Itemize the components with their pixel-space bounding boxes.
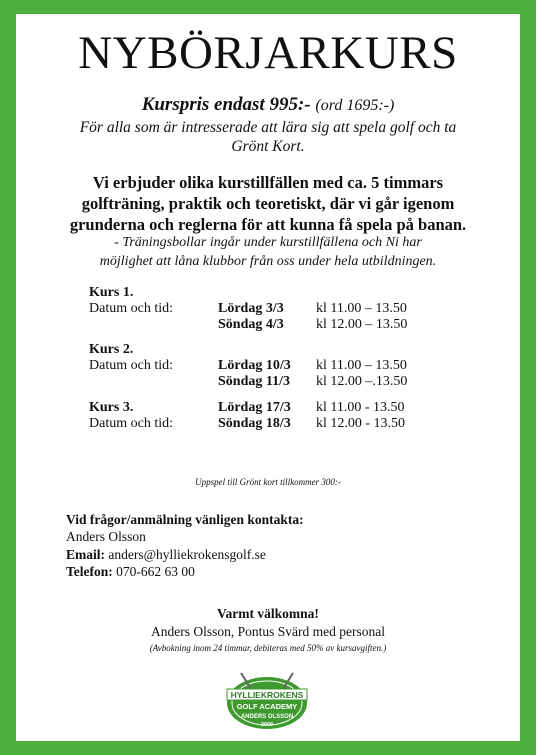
contact-phone-row bbox=[66, 563, 195, 580]
course-time: kl 11.00 – 13.50 bbox=[316, 358, 407, 373]
course-name: Kurs 3. bbox=[89, 400, 134, 415]
course-time: kl 12.00 – 13.50 bbox=[316, 317, 408, 332]
course-name: Kurs 2. bbox=[89, 342, 134, 357]
uppspel-note: Uppspel till Grönt kort tillkommer 300:- bbox=[195, 477, 341, 487]
intro-line: För alla som är intresserade att lära sig att spela golf och ta bbox=[79, 119, 457, 136]
flyer-page bbox=[16, 14, 520, 741]
logo-line2: GOLF ACADEMY bbox=[236, 702, 298, 711]
note-line: - Träningsbollar ingår under kurstillfällena och Ni har bbox=[114, 235, 422, 250]
contact-heading: Vid frågor/anmälning vänligen kontakta: bbox=[66, 512, 304, 527]
contact-name: Anders Olsson bbox=[66, 529, 146, 544]
course-label: Datum och tid: bbox=[89, 416, 173, 431]
course-time: kl 12.00 –.13.50 bbox=[316, 374, 408, 389]
logo-year: 2009 bbox=[260, 722, 274, 728]
offer-line: grunderna och reglerna för att kunna få spela på banan. bbox=[69, 215, 467, 234]
intro-text bbox=[16, 118, 520, 156]
cancel-note: (Avbokning inom 24 timmar, debiteras med 50% av kursavgiften.) bbox=[149, 643, 387, 653]
course-time: kl 11.00 – 13.50 bbox=[316, 301, 407, 316]
price-original: (ord 1695:-) bbox=[315, 97, 395, 114]
course-day: Söndag 18/3 bbox=[218, 416, 291, 431]
academy-logo bbox=[221, 669, 313, 731]
course-day: Söndag 4/3 bbox=[218, 317, 284, 332]
course-day: Lördag 3/3 bbox=[218, 301, 284, 316]
intro-line: Grönt Kort. bbox=[231, 138, 305, 155]
course-label: Datum och tid: bbox=[89, 358, 173, 373]
offer-text bbox=[16, 172, 520, 235]
logo-graphic bbox=[221, 669, 313, 731]
course-time: kl 11.00 - 13.50 bbox=[316, 400, 405, 415]
price-line bbox=[16, 94, 520, 116]
price-main: Kurspris endast 995:- bbox=[141, 94, 311, 115]
course-time: kl 12.00 - 13.50 bbox=[316, 416, 406, 431]
contact-email[interactable]: anders@hylliekrokensgolf.se bbox=[108, 547, 266, 562]
course-day: Söndag 11/3 bbox=[218, 374, 290, 389]
offer-line: golfträning, praktik och teoretiskt, där vi går igenom bbox=[81, 194, 455, 213]
logo-line1: HYLLIEKROKENS bbox=[230, 690, 304, 700]
staff-text: Anders Olsson, Pontus Svärd med personal bbox=[151, 624, 385, 639]
course-name: Kurs 1. bbox=[89, 285, 134, 300]
course-day: Lördag 17/3 bbox=[218, 400, 291, 415]
offer-line: Vi erbjuder olika kurstillfällen med ca. 5 timmars bbox=[92, 173, 444, 192]
course-label: Datum och tid: bbox=[89, 301, 173, 316]
note-line: möjlighet att låna klubbor från oss under hela utbildningen. bbox=[99, 254, 437, 269]
course-day: Lördag 10/3 bbox=[218, 358, 291, 373]
contact-phone: 070-662 63 00 bbox=[116, 564, 195, 579]
contact-email-row bbox=[66, 546, 266, 563]
welcome-text: Varmt välkomna! bbox=[217, 606, 319, 621]
email-label: Email: bbox=[66, 547, 105, 562]
phone-label: Telefon: bbox=[66, 564, 113, 579]
page-title: NYBÖRJARKURS bbox=[78, 27, 458, 79]
logo-line3: ANDERS OLSSON bbox=[240, 714, 294, 720]
note-text bbox=[16, 233, 520, 271]
